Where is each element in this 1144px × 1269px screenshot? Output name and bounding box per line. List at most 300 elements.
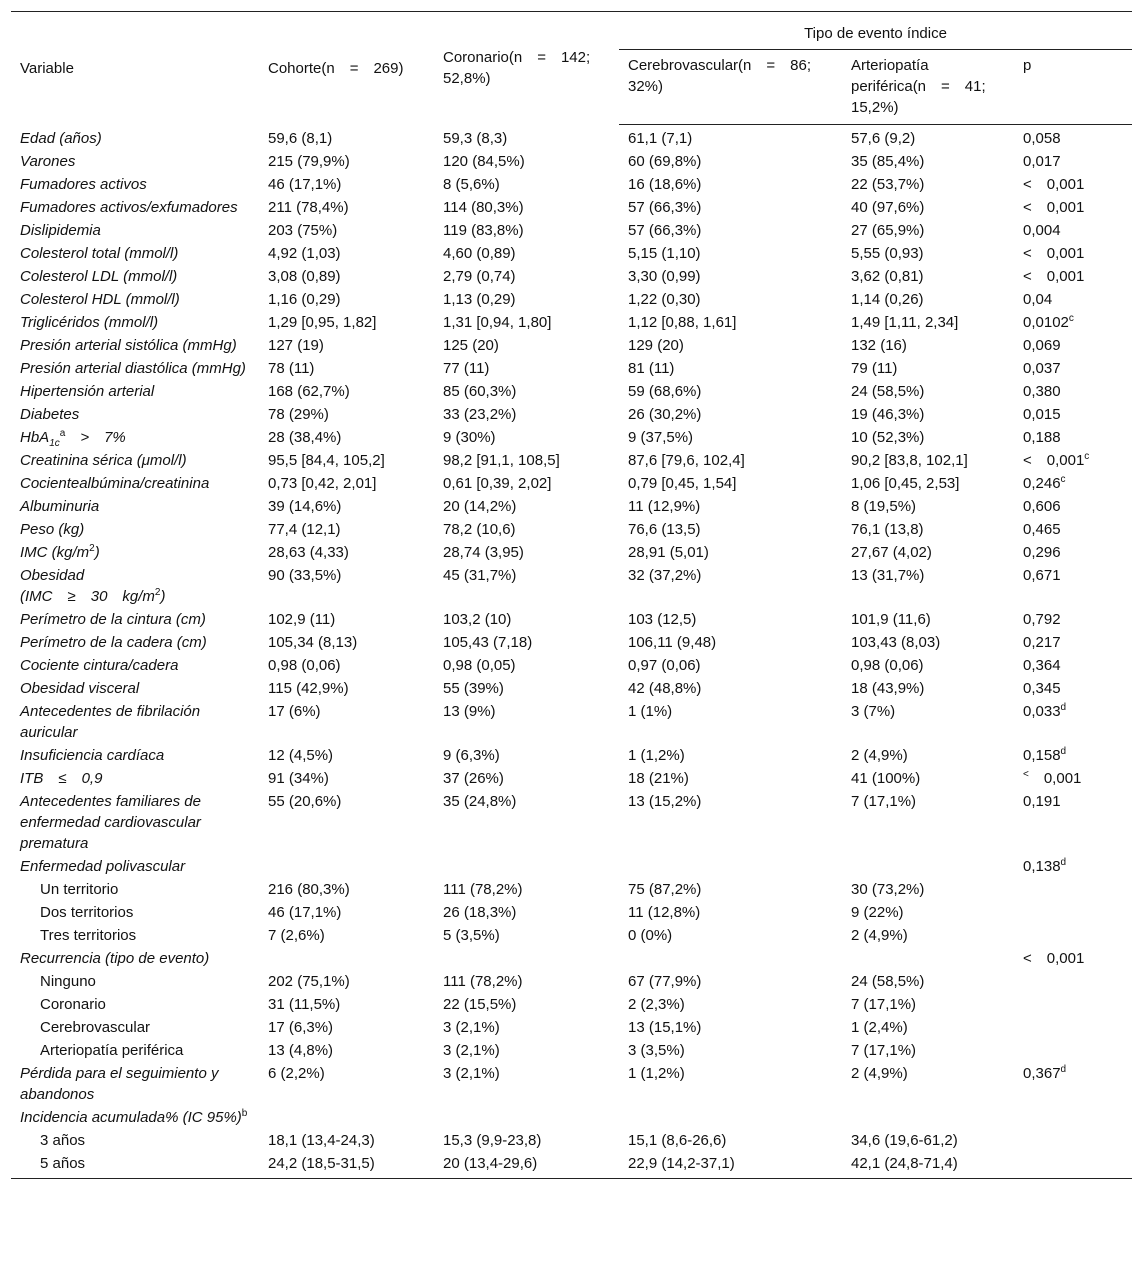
cell-cerebro: 32 (37,2%): [628, 567, 702, 584]
cell-arterio: 90,2 [83,8, 102,1]: [851, 452, 968, 469]
cell-cohorte: 6 (2,2%): [268, 1065, 325, 1082]
row-label: [11, 265, 259, 288]
cell-coronario: 15,3 (9,9-23,8): [443, 1132, 542, 1149]
cell-arterio: 19 (46,3%): [851, 406, 925, 423]
table-row: [11, 472, 1132, 495]
cell-arterio: [842, 855, 1014, 878]
row-label-text: Obesidad visceral: [20, 680, 140, 697]
row-label: [11, 924, 259, 947]
table-row: [11, 380, 1132, 403]
cell-cerebro: 5,15 (1,10): [628, 245, 701, 262]
cell-cohorte: 77,4 (12,1): [268, 521, 341, 538]
row-label-text: Cocientealbúmina/creatinina: [20, 475, 210, 492]
cell-cohorte: 115 (42,9%): [268, 680, 349, 697]
row-label-text: Diabetes: [20, 406, 80, 423]
row-label: [11, 1016, 259, 1039]
row-label-text: Dos territorios: [40, 904, 134, 921]
cell-p-value: 0,792: [1023, 611, 1061, 628]
row-label: [11, 744, 259, 767]
table-row: [11, 631, 1132, 654]
cell-p-footnote: c: [1084, 451, 1090, 462]
cell-cohorte: 78 (11): [268, 360, 315, 377]
cell-cohorte: 13 (4,8%): [268, 1042, 334, 1059]
cell-p-value: 0,296: [1023, 544, 1061, 561]
table-row: [11, 1062, 1132, 1106]
cell-cerebro: [619, 855, 842, 878]
row-label-superscript: b: [241, 1108, 248, 1119]
cell-p: [1014, 901, 1132, 924]
header-p: p: [1014, 50, 1132, 125]
table-row: [11, 125, 1132, 151]
cell-p: [1014, 518, 1132, 541]
cell-arterio: 5,55 (0,93): [851, 245, 924, 262]
cell-p: [1014, 150, 1132, 173]
cell-coronario: [434, 947, 619, 970]
row-label-text: 3 años: [40, 1132, 86, 1149]
cell-p: [1014, 790, 1132, 855]
cell-p-footnote: d: [1060, 1064, 1067, 1075]
header-group-tipo-evento: Tipo de evento índice: [619, 12, 1132, 50]
header-arteriopatia: Arteriopatía periférica(n = 41; 15,2%): [842, 50, 1014, 125]
row-label: [11, 631, 259, 654]
cell-cerebro: 9 (37,5%): [628, 429, 694, 446]
table-row: [11, 993, 1132, 1016]
row-label: [11, 700, 259, 744]
cell-cerebro: 0,79 [0,45, 1,54]: [628, 475, 737, 492]
table-row: [11, 564, 1132, 608]
cell-coronario: 55 (39%): [443, 680, 504, 697]
table-row: [11, 265, 1132, 288]
cell-p-value: 0,671: [1023, 567, 1061, 584]
cell-p-value: 0,364: [1023, 657, 1061, 674]
cell-p: [1014, 357, 1132, 380]
cell-p-value: 0,606: [1023, 498, 1061, 515]
cell-p-value: 0,058: [1023, 130, 1061, 147]
cell-arterio: 24 (58,5%): [851, 973, 925, 990]
row-label: [11, 518, 259, 541]
cell-arterio: 34,6 (19,6-61,2): [851, 1132, 958, 1149]
cell-coronario: 22 (15,5%): [443, 996, 517, 1013]
cell-p-value: 0,0102: [1023, 314, 1069, 331]
cell-cohorte: 12 (4,5%): [268, 747, 334, 764]
cell-arterio: [842, 947, 1014, 970]
cell-p: [1014, 767, 1132, 790]
cell-arterio: 10 (52,3%): [851, 429, 925, 446]
data-table: [11, 11, 1132, 1179]
table-row: [11, 150, 1132, 173]
table-row: [11, 901, 1132, 924]
cell-cerebro: [619, 1106, 842, 1129]
row-label: [11, 334, 259, 357]
cell-arterio: 1,49 [1,11, 2,34]: [851, 314, 959, 331]
row-label-text: Ninguno: [40, 973, 96, 990]
cell-cohorte: 78 (29%): [268, 406, 329, 423]
cell-p-value: 0,345: [1023, 680, 1061, 697]
row-label: [11, 357, 259, 380]
cell-p-value: 0,246: [1023, 475, 1061, 492]
cell-cerebro: 75 (87,2%): [628, 881, 702, 898]
cell-p-value: 0,380: [1023, 383, 1061, 400]
cell-p: [1014, 700, 1132, 744]
cell-cerebro: 57 (66,3%): [628, 199, 702, 216]
cell-p: [1014, 1129, 1132, 1152]
cell-coronario: 85 (60,3%): [443, 383, 517, 400]
cell-cohorte: 46 (17,1%): [268, 176, 342, 193]
cell-p: [1014, 196, 1132, 219]
cell-p: [1014, 564, 1132, 608]
cell-cohorte: [259, 855, 434, 878]
cell-arterio: 1 (2,4%): [851, 1019, 908, 1036]
cell-p-value: 0,001: [1028, 770, 1082, 787]
cell-coronario: 105,43 (7,18): [443, 634, 533, 651]
cell-cerebro: 15,1 (8,6-26,6): [628, 1132, 727, 1149]
row-label: [11, 878, 259, 901]
cell-coronario: 111 (78,2%): [443, 973, 523, 990]
row-label-text: Cociente cintura/cadera: [20, 657, 179, 674]
table-row: [11, 288, 1132, 311]
cell-coronario: 1,13 (0,29): [443, 291, 516, 308]
cell-arterio: 24 (58,5%): [851, 383, 925, 400]
table-row: [11, 357, 1132, 380]
cell-arterio: 40 (97,6%): [851, 199, 925, 216]
cell-coronario: 98,2 [91,1, 108,5]: [443, 452, 560, 469]
cell-cerebro: 103 (12,5): [628, 611, 697, 628]
row-label-text: Antecedentes de fibrilación auricular: [20, 703, 201, 741]
cell-p: [1014, 242, 1132, 265]
cell-arterio: 3 (7%): [851, 703, 896, 720]
cell-coronario: 20 (14,2%): [443, 498, 517, 515]
cell-p-value: 0,217: [1023, 634, 1061, 651]
table-row: [11, 677, 1132, 700]
cell-p-value: 0,191: [1023, 793, 1061, 810]
cell-p-value: 0,033: [1023, 703, 1061, 720]
row-label-text: HbA: [20, 429, 50, 446]
cell-p: [1014, 495, 1132, 518]
cell-p: [1014, 970, 1132, 993]
cell-cohorte: 28,63 (4,33): [268, 544, 349, 561]
row-label: [11, 1129, 259, 1152]
cell-coronario: 13 (9%): [443, 703, 496, 720]
cell-arterio: 3,62 (0,81): [851, 268, 924, 285]
cell-p: [1014, 878, 1132, 901]
cell-coronario: 35 (24,8%): [443, 793, 517, 810]
cell-cohorte: 46 (17,1%): [268, 904, 342, 921]
cell-p: [1014, 947, 1132, 970]
row-label: [11, 1106, 259, 1129]
cell-coronario: 26 (18,3%): [443, 904, 517, 921]
cell-p: [1014, 1106, 1132, 1129]
cell-cohorte: 17 (6,3%): [268, 1019, 334, 1036]
cell-cerebro: 11 (12,8%): [628, 904, 701, 921]
cell-p: [1014, 403, 1132, 426]
row-label-text: Edad (años): [20, 129, 102, 147]
table-row: [11, 878, 1132, 901]
cell-arterio: 132 (16): [851, 337, 907, 354]
table-row: [11, 449, 1132, 472]
row-label: [11, 219, 259, 242]
cell-coronario: 120 (84,5%): [443, 153, 525, 170]
cell-cohorte: 17 (6%): [268, 703, 321, 720]
header-cohorte: Cohorte(n = 269): [259, 12, 434, 125]
cell-arterio: 41 (100%): [851, 770, 921, 787]
cell-p-value: < 0,001: [1023, 245, 1085, 262]
cell-coronario: 125 (20): [443, 337, 499, 354]
row-label-text: Obesidad: [20, 567, 85, 584]
cell-cerebro: 61,1 (7,1): [628, 130, 693, 147]
cell-coronario: 37 (26%): [443, 770, 504, 787]
cell-cohorte: 31 (11,5%): [268, 996, 341, 1013]
cell-p-prefix: <: [1023, 769, 1029, 780]
cell-coronario: 20 (13,4-29,6): [434, 1152, 619, 1179]
table-row: [11, 518, 1132, 541]
cell-p-value: 0,158: [1023, 747, 1061, 764]
cell-coronario: 59,3 (8,3): [443, 129, 508, 147]
row-label-text: Recurrencia (tipo de evento): [20, 950, 210, 967]
table-row: [11, 700, 1132, 744]
cell-p-value: 0,188: [1023, 429, 1061, 446]
cell-coronario: [434, 1106, 619, 1129]
cell-cohorte: 7 (2,6%): [268, 927, 325, 944]
cell-p-value: 0,04: [1023, 291, 1053, 308]
table-row: [11, 767, 1132, 790]
cell-p: [1014, 1062, 1132, 1106]
cell-cohorte: 1,16 (0,29): [268, 291, 341, 308]
cell-arterio: 30 (73,2%): [851, 881, 925, 898]
cell-cerebro: 2 (2,3%): [628, 996, 685, 1013]
cell-p: [1014, 993, 1132, 1016]
cell-arterio: 2 (4,9%): [851, 747, 908, 764]
row-label: [11, 426, 259, 449]
row-label: [11, 1062, 259, 1106]
cell-cohorte: 215 (79,9%): [268, 153, 350, 170]
cell-p: [1014, 288, 1132, 311]
cell-p: [1014, 855, 1132, 878]
cell-p-value: < 0,001: [1023, 268, 1085, 285]
table-row: [11, 1129, 1132, 1152]
cell-arterio: 2 (4,9%): [851, 927, 908, 944]
table-row: [11, 1106, 1132, 1129]
cell-p-value: < 0,001: [1023, 199, 1085, 216]
table-row: [11, 242, 1132, 265]
row-label: [11, 993, 259, 1016]
cell-arterio: 8 (19,5%): [851, 498, 917, 515]
cell-arterio: 7 (17,1%): [851, 996, 917, 1013]
row-label-text: Peso (kg): [20, 521, 85, 538]
cell-coronario: 77 (11): [443, 360, 490, 377]
row-label: [11, 790, 259, 855]
cell-coronario: 1,31 [0,94, 1,80]: [443, 314, 552, 331]
cell-p-value: 0,015: [1023, 406, 1061, 423]
row-label-subscript: 1c: [49, 438, 60, 449]
row-label: [11, 196, 259, 219]
cell-p: [1014, 265, 1132, 288]
cell-arterio: 79 (11): [851, 360, 898, 377]
cell-cerebro: 87,6 [79,6, 102,4]: [628, 452, 745, 469]
cell-cohorte: 0,98 (0,06): [268, 657, 341, 674]
cell-cohorte: [259, 1106, 434, 1129]
cell-cerebro: 60 (69,8%): [628, 153, 702, 170]
cell-cerebro: 11 (12,9%): [628, 498, 701, 515]
row-label-text: Enfermedad polivascular: [20, 858, 186, 875]
cell-cerebro: 1,12 [0,88, 1,61]: [628, 314, 737, 331]
cell-cerebro: 0 (0%): [628, 927, 673, 944]
cell-arterio: 1,14 (0,26): [851, 291, 924, 308]
cell-p-value: < 0,001: [1023, 176, 1085, 193]
row-label: [11, 654, 259, 677]
cell-cerebro: 3 (3,5%): [628, 1042, 685, 1059]
cell-p: [1014, 924, 1132, 947]
cell-cohorte: 102,9 (11): [268, 611, 336, 628]
cell-cerebro: 13 (15,2%): [628, 793, 702, 810]
cell-coronario: 9 (30%): [443, 429, 496, 446]
table-row: [11, 334, 1132, 357]
cell-cohorte: 105,34 (8,13): [268, 634, 358, 651]
cell-cohorte: 4,92 (1,03): [268, 245, 341, 262]
row-label: [11, 288, 259, 311]
cell-p: [1014, 1152, 1132, 1179]
cell-p: [1014, 311, 1132, 334]
cell-p: [1014, 541, 1132, 564]
cell-cohorte: 168 (62,7%): [268, 383, 350, 400]
cell-coronario: 5 (3,5%): [443, 927, 500, 944]
cell-arterio: 76,1 (13,8): [851, 521, 924, 538]
cell-p: [1014, 608, 1132, 631]
cell-arterio: 2 (4,9%): [851, 1065, 908, 1082]
cell-arterio: 57,6 (9,2): [851, 130, 916, 147]
row-label: [11, 311, 259, 334]
row-label-text: Coronario: [40, 996, 106, 1013]
cell-cohorte: 216 (80,3%): [268, 881, 350, 898]
row-label-suffix: ): [160, 588, 166, 605]
cell-coronario: 78,2 (10,6): [443, 521, 516, 538]
cell-cerebro: 22,9 (14,2-37,1): [619, 1152, 842, 1179]
cell-cerebro: 42 (48,8%): [628, 680, 702, 697]
row-label-superscript: a: [59, 428, 66, 439]
cell-cohorte: 55 (20,6%): [268, 793, 342, 810]
row-label: [11, 125, 259, 151]
table-row: [11, 311, 1132, 334]
cell-p-footnote: d: [1060, 746, 1067, 757]
row-label-text: ITB ≤ 0,9: [20, 770, 103, 787]
cell-p-footnote: c: [1060, 474, 1066, 485]
cell-cerebro: 26 (30,2%): [628, 406, 702, 423]
cell-p: [1014, 631, 1132, 654]
row-label-suffix: > 7%: [65, 429, 126, 446]
table-body: [11, 125, 1132, 1179]
cell-arterio: 103,43 (8,03): [851, 634, 941, 651]
cell-arterio: 101,9 (11,6): [851, 611, 931, 628]
cell-cerebro: 129 (20): [628, 337, 684, 354]
cell-arterio: 7 (17,1%): [851, 1042, 917, 1059]
row-label-text: Presión arterial diastólica (mmHg): [20, 360, 246, 377]
row-label-text: Incidencia acumulada% (IC 95%): [20, 1109, 242, 1126]
cell-p: [1014, 125, 1132, 151]
cell-arterio: 0,98 (0,06): [851, 657, 924, 674]
table-row: [11, 196, 1132, 219]
cell-cerebro: 0,97 (0,06): [628, 657, 701, 674]
cell-arterio: 22 (53,7%): [851, 176, 925, 193]
cell-cohorte: 59,6 (8,1): [268, 129, 333, 147]
row-label-line2: (IMC ≥ 30 kg/m: [20, 588, 155, 605]
row-label-text: IMC (kg/m: [20, 544, 90, 561]
cell-cohorte: 203 (75%): [268, 222, 338, 239]
row-label-suffix: ): [94, 544, 100, 561]
cell-cerebro: 28,91 (5,01): [628, 544, 709, 561]
row-label-text: Cerebrovascular: [40, 1019, 151, 1036]
table-row: [11, 1039, 1132, 1062]
cell-cohorte: 95,5 [84,4, 105,2]: [268, 452, 385, 469]
cell-p-footnote: d: [1060, 857, 1067, 868]
cell-cohorte: 90 (33,5%): [268, 567, 342, 584]
cell-coronario: 28,74 (3,95): [443, 544, 524, 561]
row-label: [11, 970, 259, 993]
row-label-text: Fumadores activos/exfumadores: [20, 199, 238, 216]
cell-cohorte: 39 (14,6%): [268, 498, 342, 515]
table-row: [11, 1152, 1132, 1179]
cell-cerebro: 3,30 (0,99): [628, 268, 701, 285]
row-label: [11, 767, 259, 790]
cell-p: [1014, 449, 1132, 472]
cell-p-value: 0,037: [1023, 360, 1061, 377]
cell-coronario: 119 (83,8%): [443, 222, 524, 239]
row-label-text: Creatinina sérica (μmol/l): [20, 452, 187, 469]
cell-p-footnote: d: [1060, 702, 1067, 713]
row-label-text: Hipertensión arterial: [20, 383, 155, 400]
table-row: [11, 495, 1132, 518]
cell-coronario: 3 (2,1%): [443, 1042, 500, 1059]
cell-cohorte: 28 (38,4%): [268, 429, 342, 446]
cell-p-value: < 0,001: [1023, 950, 1085, 967]
cell-cohorte: 202 (75,1%): [268, 973, 350, 990]
row-label: [11, 608, 259, 631]
cell-cerebro: 16 (18,6%): [628, 176, 702, 193]
row-label: [11, 1039, 259, 1062]
header-variable: Variable: [11, 12, 259, 125]
cell-p-value: 0,465: [1023, 521, 1061, 538]
row-label-text: Colesterol total (mmol/l): [20, 245, 179, 262]
cell-p-value: 0,138: [1023, 858, 1061, 875]
cell-p: [1014, 654, 1132, 677]
cell-p-value: 0,069: [1023, 337, 1061, 354]
cell-cerebro: [619, 947, 842, 970]
row-label-text: Tres territorios: [40, 927, 137, 944]
cell-cohorte: 1,29 [0,95, 1,82]: [268, 314, 377, 331]
cell-p: [1014, 334, 1132, 357]
row-label: [11, 495, 259, 518]
cell-cohorte: 0,73 [0,42, 2,01]: [268, 475, 377, 492]
cell-p-footnote: c: [1068, 313, 1074, 324]
cell-p: [1014, 472, 1132, 495]
cell-cerebro: 59 (68,6%): [628, 383, 702, 400]
row-label-text: Un territorio: [40, 881, 119, 898]
row-label: [11, 403, 259, 426]
row-label-text: Antecedentes familiares de enfermedad cardiovascular prematura: [20, 793, 201, 852]
cell-cohorte: 24,2 (18,5-31,5): [259, 1152, 434, 1179]
row-label-text: Perímetro de la cadera (cm): [20, 634, 207, 651]
cell-coronario: 0,98 (0,05): [443, 657, 516, 674]
cell-cohorte: 211 (78,4%): [268, 199, 349, 216]
row-label-text: Presión arterial sistólica (mmHg): [20, 337, 237, 354]
cell-coronario: 45 (31,7%): [443, 567, 517, 584]
table-row: [11, 608, 1132, 631]
cell-arterio: [842, 1106, 1014, 1129]
cell-cerebro: 67 (77,9%): [628, 973, 702, 990]
cell-cerebro: 1 (1%): [628, 703, 673, 720]
cell-cerebro: 1,22 (0,30): [628, 291, 701, 308]
row-label-text: Colesterol HDL (mmol/l): [20, 291, 180, 308]
cell-coronario: 0,61 [0,39, 2,02]: [443, 475, 552, 492]
row-label-text: Arteriopatía periférica: [40, 1042, 184, 1059]
